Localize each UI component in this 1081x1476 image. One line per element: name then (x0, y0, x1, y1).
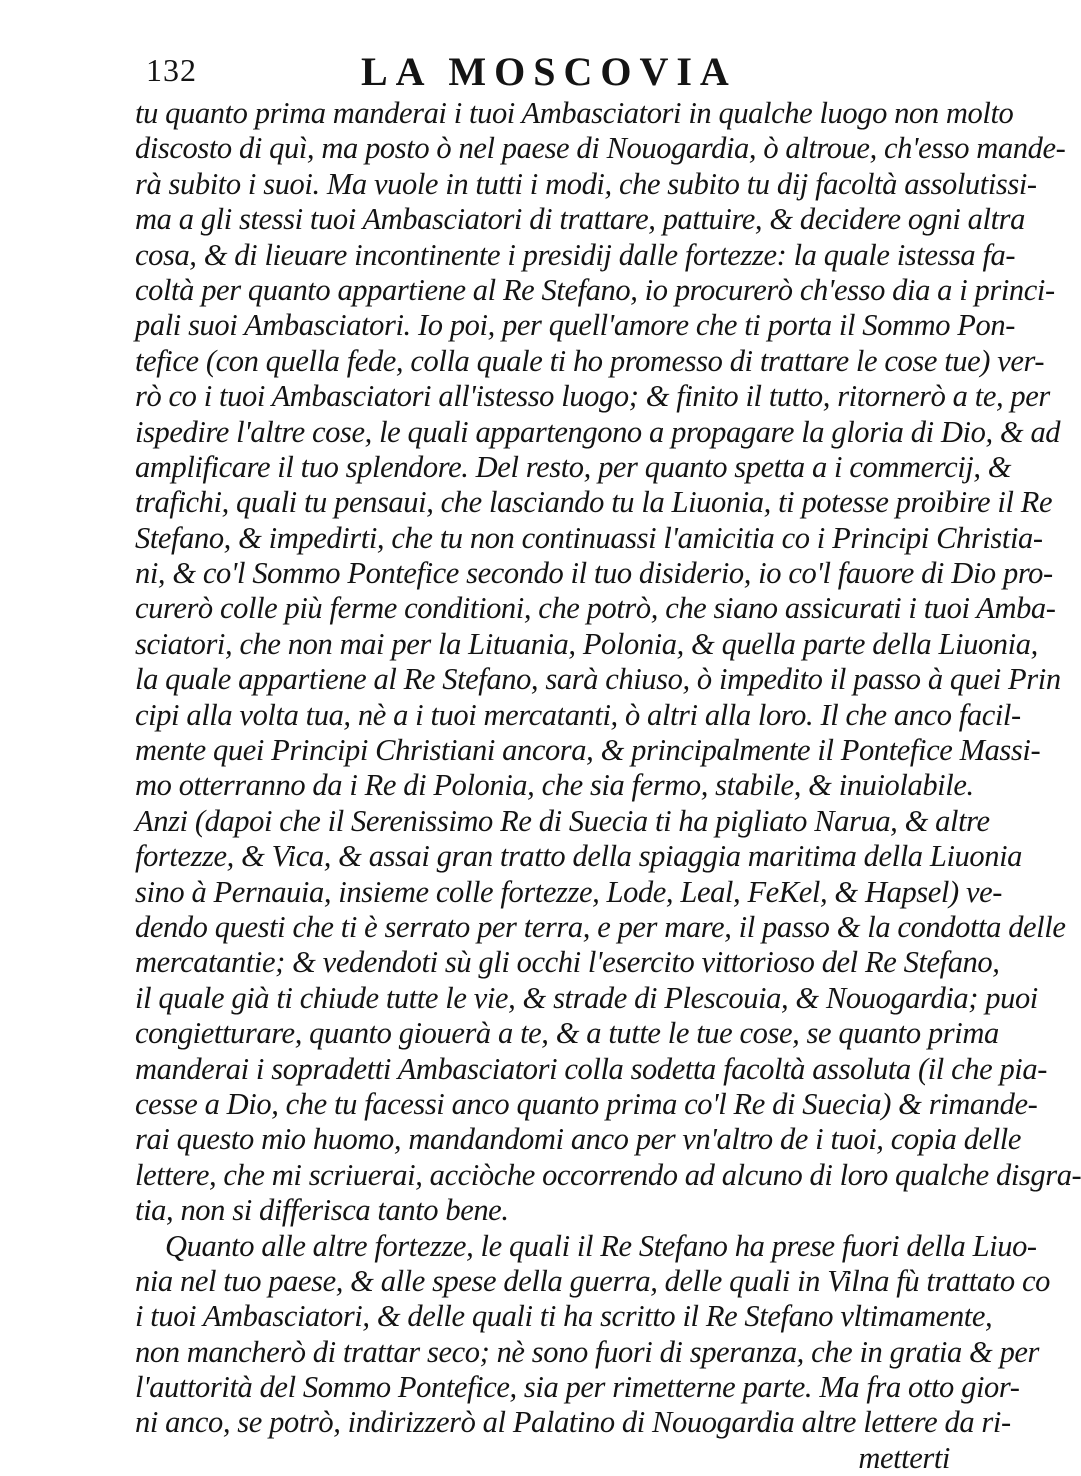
text-line: tu quanto prima manderai i tuoi Ambasciatori in qualche luogo non molto (135, 96, 1014, 130)
page-number: 132 (146, 52, 197, 88)
text-line: trafichi, quali tu pensaui, che lasciando tu la Liuonia, ti potesse proibire il Re (135, 485, 1053, 520)
text-line: cosa, & di lieuare incontinente i presidij dalle fortezze: la quale istessa fa- (135, 237, 1016, 272)
catchword: metterti (858, 1440, 950, 1475)
text-line: amplificare il tuo splendore. Del resto, per quanto spetta a i commercij, & (135, 449, 1012, 484)
text-line: ispedire l'altre cose, le quali appartengono a propagare la gloria di Dio, & ad (135, 414, 1061, 449)
body-text (135, 96, 1081, 1476)
text-line: tefice (con quella fede, colla quale ti ho promesso di trattare le cose tue) ver- (135, 343, 1045, 378)
text-line: la quale appartiene al Re Stefano, sarà chiuso, ò impedito il passo à quei Prin (135, 662, 1061, 697)
text-line: coltà per quanto appartiene al Re Stefano, io procurerò ch'esso dia a i princi- (135, 272, 1055, 307)
text-line: l'auttorità del Sommo Pontefice, sia per rimetterne parte. Ma fra otto gior- (135, 1370, 1020, 1405)
text-line: pali suoi Ambasciatori. Io poi, per quell'amore che ti porta il Sommo Pon- (135, 308, 1015, 343)
paragraph-start-line: Quanto alle altre fortezze, le quali il Re Stefano ha prese fuori della Liuo- (165, 1228, 1037, 1263)
running-head: LA MOSCOVIA (361, 49, 737, 94)
text-line: dendo questi che ti è serrato per terra, e per mare, il passo & la condotta delle (135, 909, 1066, 944)
text-line: ma a gli stessi tuoi Ambasciatori di trattare, pattuire, & decidere ogni altra (135, 202, 1025, 237)
text-line: manderai i sopradetti Ambasciatori colla sodetta facoltà assoluta (il che pia- (135, 1051, 1047, 1086)
text-line: non mancherò di trattar seco; nè sono fuori di speranza, che in gratia & per (135, 1334, 1040, 1369)
page-header (146, 48, 976, 100)
text-line: rà subito i suoi. Ma vuole in tutti i modi, che subito tu dij facoltà assolutissi- (135, 166, 1037, 201)
text-line: fortezze, & Vica, & assai gran tratto della spiaggia maritima della Liuonia (135, 839, 1022, 874)
text-line: discosto di quì, ma posto ò nel paese di Nouogardia, ò altroue, ch'esso mande- (135, 131, 1066, 166)
text-line: rò co i tuoi Ambasciatori all'istesso luogo; & finito il tutto, ritornerò a te, per (135, 379, 1050, 414)
text-line: curerò colle più ferme conditioni, che potrò, che siano assicurati i tuoi Amba- (135, 591, 1056, 626)
text-line: cipi alla volta tua, nè a i tuoi mercatanti, ò altri alla loro. Il che anco facil- (135, 697, 1021, 732)
text-line: mente quei Principi Christiani ancora, & principalmente il Pontefice Massi- (135, 733, 1041, 768)
text-line: ni anco, se potrò, indirizzerò al Palatino di Nouogardia altre lettere da ri- (135, 1405, 1011, 1440)
text-line: congietturare, quanto giouerà a te, & a tutte le tue cose, se quanto prima (135, 1016, 999, 1051)
text-line: mercatantie; & vedendoti sù gli occhi l'esercito vittorioso del Re Stefano, (135, 945, 1000, 980)
text-line: cesse a Dio, che tu facessi anco quanto prima co'l Re di Suecia) & rimande- (135, 1086, 1038, 1121)
text-line: sciatori, che non mai per la Lituania, Polonia, & quella parte della Liuonia, (135, 626, 1038, 661)
text-line: il quale già ti chiude tutte le vie, & strade di Plescouia, & Nouogardia; puoi (135, 980, 1038, 1015)
text-line: Anzi (dapoi che il Serenissimo Re di Suecia ti ha pigliato Narua, & altre (135, 803, 990, 838)
text-line: tia, non si differisca tanto bene. (135, 1193, 509, 1228)
text-line: lettere, che mi scriuerai, acciòche occorrendo ad alcuno di loro qualche disgra- (135, 1157, 1081, 1192)
text-line: Stefano, & impedirti, che tu non continuassi l'amicitia co i Principi Christia- (135, 520, 1043, 555)
text-line: mo otterranno da i Re di Polonia, che sia fermo, stabile, & inuiolabile. (135, 768, 974, 803)
text-line: i tuoi Ambasciatori, & delle quali ti ha scritto il Re Stefano vltimamente, (135, 1299, 993, 1334)
text-line: sino à Pernauia, insieme colle fortezze, Lode, Leal, FeKel, & Hapsel) ve- (135, 874, 1002, 909)
text-line: nia nel tuo paese, & alle spese della guerra, delle quali in Vilna fù trattato co (135, 1263, 1050, 1298)
text-line: ni, & co'l Sommo Pontefice secondo il tuo disiderio, io co'l fauore di Dio pro- (135, 556, 1053, 591)
text-line: rai questo mio huomo, mandandomi anco per vn'altro de i tuoi, copia delle (135, 1122, 1022, 1157)
